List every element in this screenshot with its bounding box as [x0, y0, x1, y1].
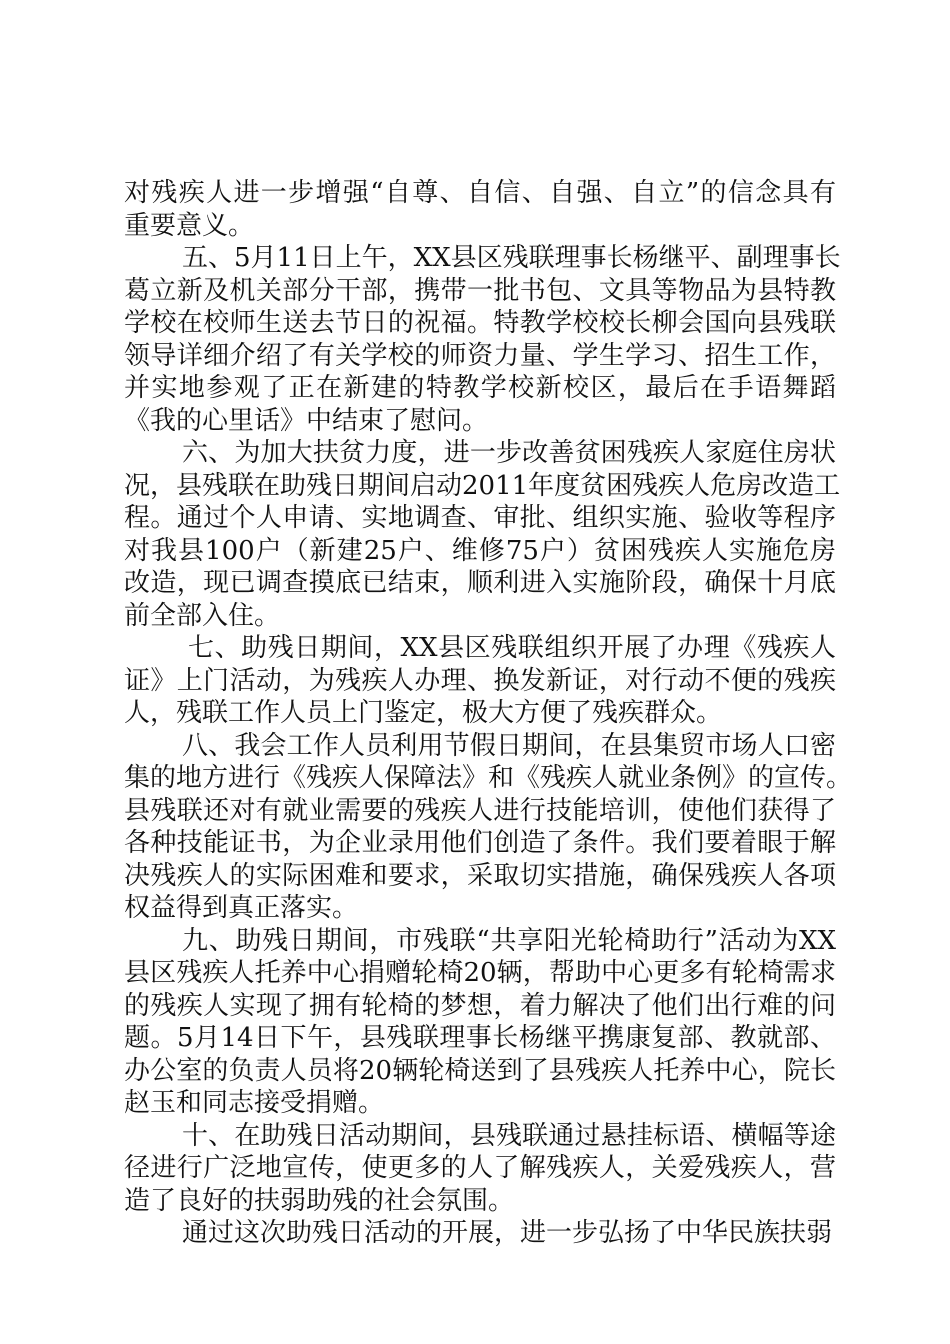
text-line: 领导详细介绍了有关学校的师资力量、学生学习、招生工作，: [124, 340, 836, 371]
text-line: 决残疾人的实际困难和要求，采取切实措施，确保残疾人各项: [124, 860, 836, 891]
paragraph-start-line: 八、我会工作人员利用节假日期间，在县集贸市场人口密: [182, 730, 836, 761]
text-line: 对残疾人进一步增强“自尊、自信、自强、自立”的信念具有: [124, 178, 836, 208]
text-line: 人，残联工作人员上门鉴定，极大方便了残疾群众。: [124, 698, 723, 728]
text-line: 对我县100户（新建25户、维修75户）贫困残疾人实施危房: [124, 535, 836, 566]
text-line: 县残联还对有就业需要的残疾人进行技能培训，使他们获得了: [124, 795, 836, 826]
text-line: 葛立新及机关部分干部，携带一批书包、文具等物品为县特教: [124, 275, 836, 306]
text-line: 重要意义。: [124, 210, 255, 241]
text-line: 学校在校师生送去节日的祝福。特教学校校长柳会国向县残联: [124, 308, 836, 338]
text-line: 权益得到真正落实。: [124, 893, 359, 923]
text-line: 赵玉和同志接受捐赠。: [124, 1088, 385, 1118]
text-line: 证》上门活动，为残疾人办理、换发新证，对行动不便的残疾: [124, 665, 836, 696]
paragraph-start-line: 九、助残日期间，市残联“共享阳光轮椅助行”活动为XX: [182, 925, 836, 956]
text-line: 前全部入住。: [124, 600, 281, 631]
text-line: 办公室的负责人员将20辆轮椅送到了县残疾人托养中心，院长: [124, 1055, 836, 1086]
paragraph-start-line: 七、助残日期间，XX县区残联组织开展了办理《残疾人: [188, 633, 836, 663]
text-line: 并实地参观了正在新建的特教学校新校区，最后在手语舞蹈: [124, 373, 836, 403]
text-line: 程。通过个人申请、实地调查、审批、组织实施、验收等程序: [124, 503, 836, 533]
text-line: 况，县残联在助残日期间启动2011年度贫困残疾人危房改造工: [124, 470, 841, 501]
text-line: 径进行广泛地宣传，使更多的人了解残疾人，关爱残疾人，营: [124, 1153, 836, 1183]
document-body: [124, 177, 853, 1250]
text-line: 各种技能证书，为企业录用他们创造了条件。我们要着眼于解: [124, 828, 836, 858]
text-line: 县区残疾人托养中心捐赠轮椅20辆，帮助中心更多有轮椅需求: [124, 958, 836, 988]
text-line: 的残疾人实现了拥有轮椅的梦想，着力解决了他们出行难的问: [124, 990, 836, 1021]
paragraph-start-line: 五、5月11日上午，XX县区残联理事长杨继平、副理事长: [182, 243, 841, 273]
paragraph-start-line: 十、在助残日活动期间，县残联通过悬挂标语、横幅等途: [182, 1120, 836, 1151]
paragraph-start-line: 六、为加大扶贫力度，进一步改善贫困残疾人家庭住房状: [182, 438, 836, 468]
paragraph-start-line: 通过这次助残日活动的开展，进一步弘扬了中华民族扶弱: [182, 1218, 833, 1248]
text-line: 造了良好的扶弱助残的社会氛围。: [124, 1185, 515, 1216]
text-line: 改造，现已调查摸底已结束，顺利进入实施阶段，确保十月底: [124, 568, 836, 598]
text-line: 集的地方进行《残疾人保障法》和《残疾人就业条例》的宣传。: [124, 763, 853, 793]
text-line: 《我的心里话》中结束了慰问。: [124, 405, 489, 436]
text-line: 题。5月14日下午，县残联理事长杨继平携康复部、教就部、: [124, 1023, 836, 1053]
